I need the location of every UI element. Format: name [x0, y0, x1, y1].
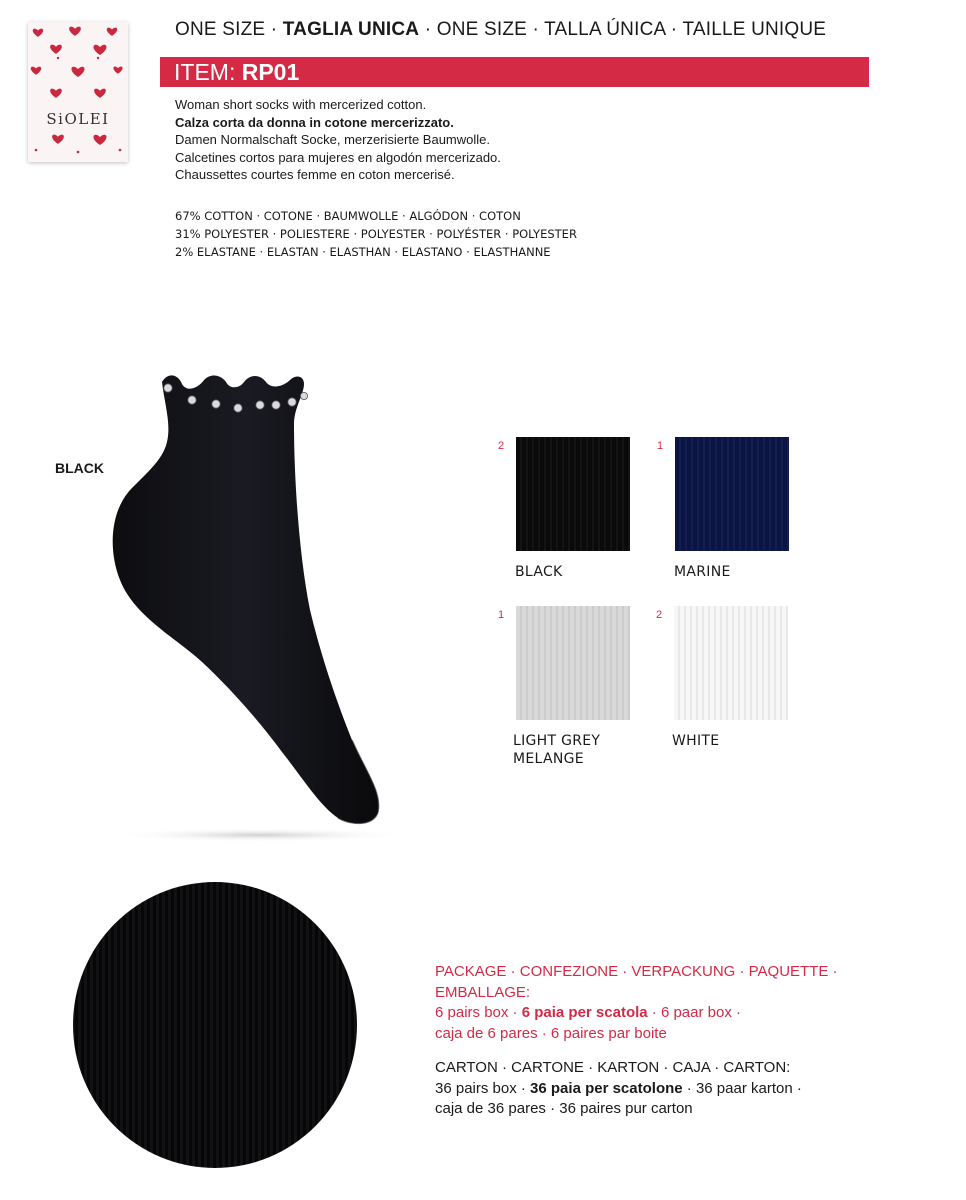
swatch-name-marine: MARINE [674, 564, 731, 580]
carton-line-3: caja de 36 pares · 36 paires pur carton [435, 1100, 693, 1117]
composition-cotton: 67% COTTON · COTONE · BAUMWOLLE · ALGÓDON · COTON [175, 209, 521, 223]
description-fr: Chaussettes courtes femme en coton mercerisé. [175, 167, 455, 182]
swatch-name-light-grey-line2: MELANGE [513, 751, 584, 767]
swatch-count-white: 2 [656, 609, 663, 621]
size-text-1: ONE SIZE · [175, 19, 283, 40]
package-line-3 [435, 1003, 838, 1024]
description-es: Calcetines cortos para mujeres en algodón mercerizado. [175, 149, 501, 165]
fabric-detail-circle [72, 880, 362, 1175]
package-info [435, 962, 838, 1044]
description-de: Damen Normalschaft Socke, merzerisierte Baumwolle. [175, 132, 490, 147]
composition-elastane: 2% ELASTANE · ELASTAN · ELASTHAN · ELASTANO · ELASTHANNE [175, 245, 551, 259]
carton-line-1: CARTON · CARTONE · KARTON · CAJA · CARTON: [435, 1059, 791, 1076]
carton-line-2c: · 36 paar karton · [682, 1079, 802, 1097]
carton-line-2b: 36 paia per scatolone [530, 1079, 683, 1097]
description-it: Calza corta da donna in cotone mercerizzato. [175, 114, 454, 130]
item-code-value: RP01 [241, 59, 300, 85]
size-text-bold: TAGLIA UNICA [282, 19, 420, 40]
swatch-light-grey-melange [516, 606, 630, 720]
swatch-name-light-grey-line1: LIGHT GREY [513, 733, 601, 749]
carton-info [435, 1058, 802, 1120]
product-description [175, 96, 501, 184]
swatch-count-black: 2 [498, 440, 505, 452]
carton-line-2 [435, 1079, 802, 1100]
description-en: Woman short socks with mercerized cotton. [175, 97, 427, 112]
brand-logo-text: SiOLEI [46, 110, 110, 128]
package-line-3c: · 6 paar box · [647, 1004, 742, 1021]
carton-line-2a: 36 pairs box · [435, 1079, 531, 1097]
swatch-name-black: BLACK [515, 564, 563, 580]
package-line-1: PACKAGE · CONFEZIONE · VERPACKUNG · PAQUETTE · [435, 963, 838, 980]
size-text-3: · ONE SIZE · TALLA ÚNICA · TAILLE UNIQUE [419, 19, 827, 40]
swatch-count-light-grey: 1 [498, 609, 505, 621]
package-line-3a: 6 pairs box · [435, 1004, 522, 1021]
swatch-count-marine: 1 [657, 440, 664, 452]
composition-polyester: 31% POLYESTER · POLIESTERE · POLYESTER · POLYÉSTER · POLYESTER [175, 227, 577, 241]
package-line-2: EMBALLAGE: [435, 983, 531, 1001]
size-info [175, 19, 826, 41]
brand-logo-card [28, 22, 128, 162]
package-line-3b: 6 paia per scatola [521, 1004, 648, 1021]
sock-product-image [90, 360, 400, 855]
swatch-black [516, 437, 630, 551]
swatch-name-white: WHITE [672, 733, 720, 749]
swatch-white [674, 606, 788, 720]
item-bar [160, 57, 869, 87]
hearts-pattern-logo [28, 22, 128, 162]
item-prefix: ITEM: [174, 59, 242, 85]
product-image-color-label: BLACK [55, 460, 104, 476]
swatch-name-light-grey [513, 732, 600, 768]
composition [175, 207, 577, 261]
package-line-4: caja de 6 pares · 6 paires par boite [435, 1024, 667, 1042]
swatch-marine [675, 437, 789, 551]
item-code [174, 59, 299, 86]
